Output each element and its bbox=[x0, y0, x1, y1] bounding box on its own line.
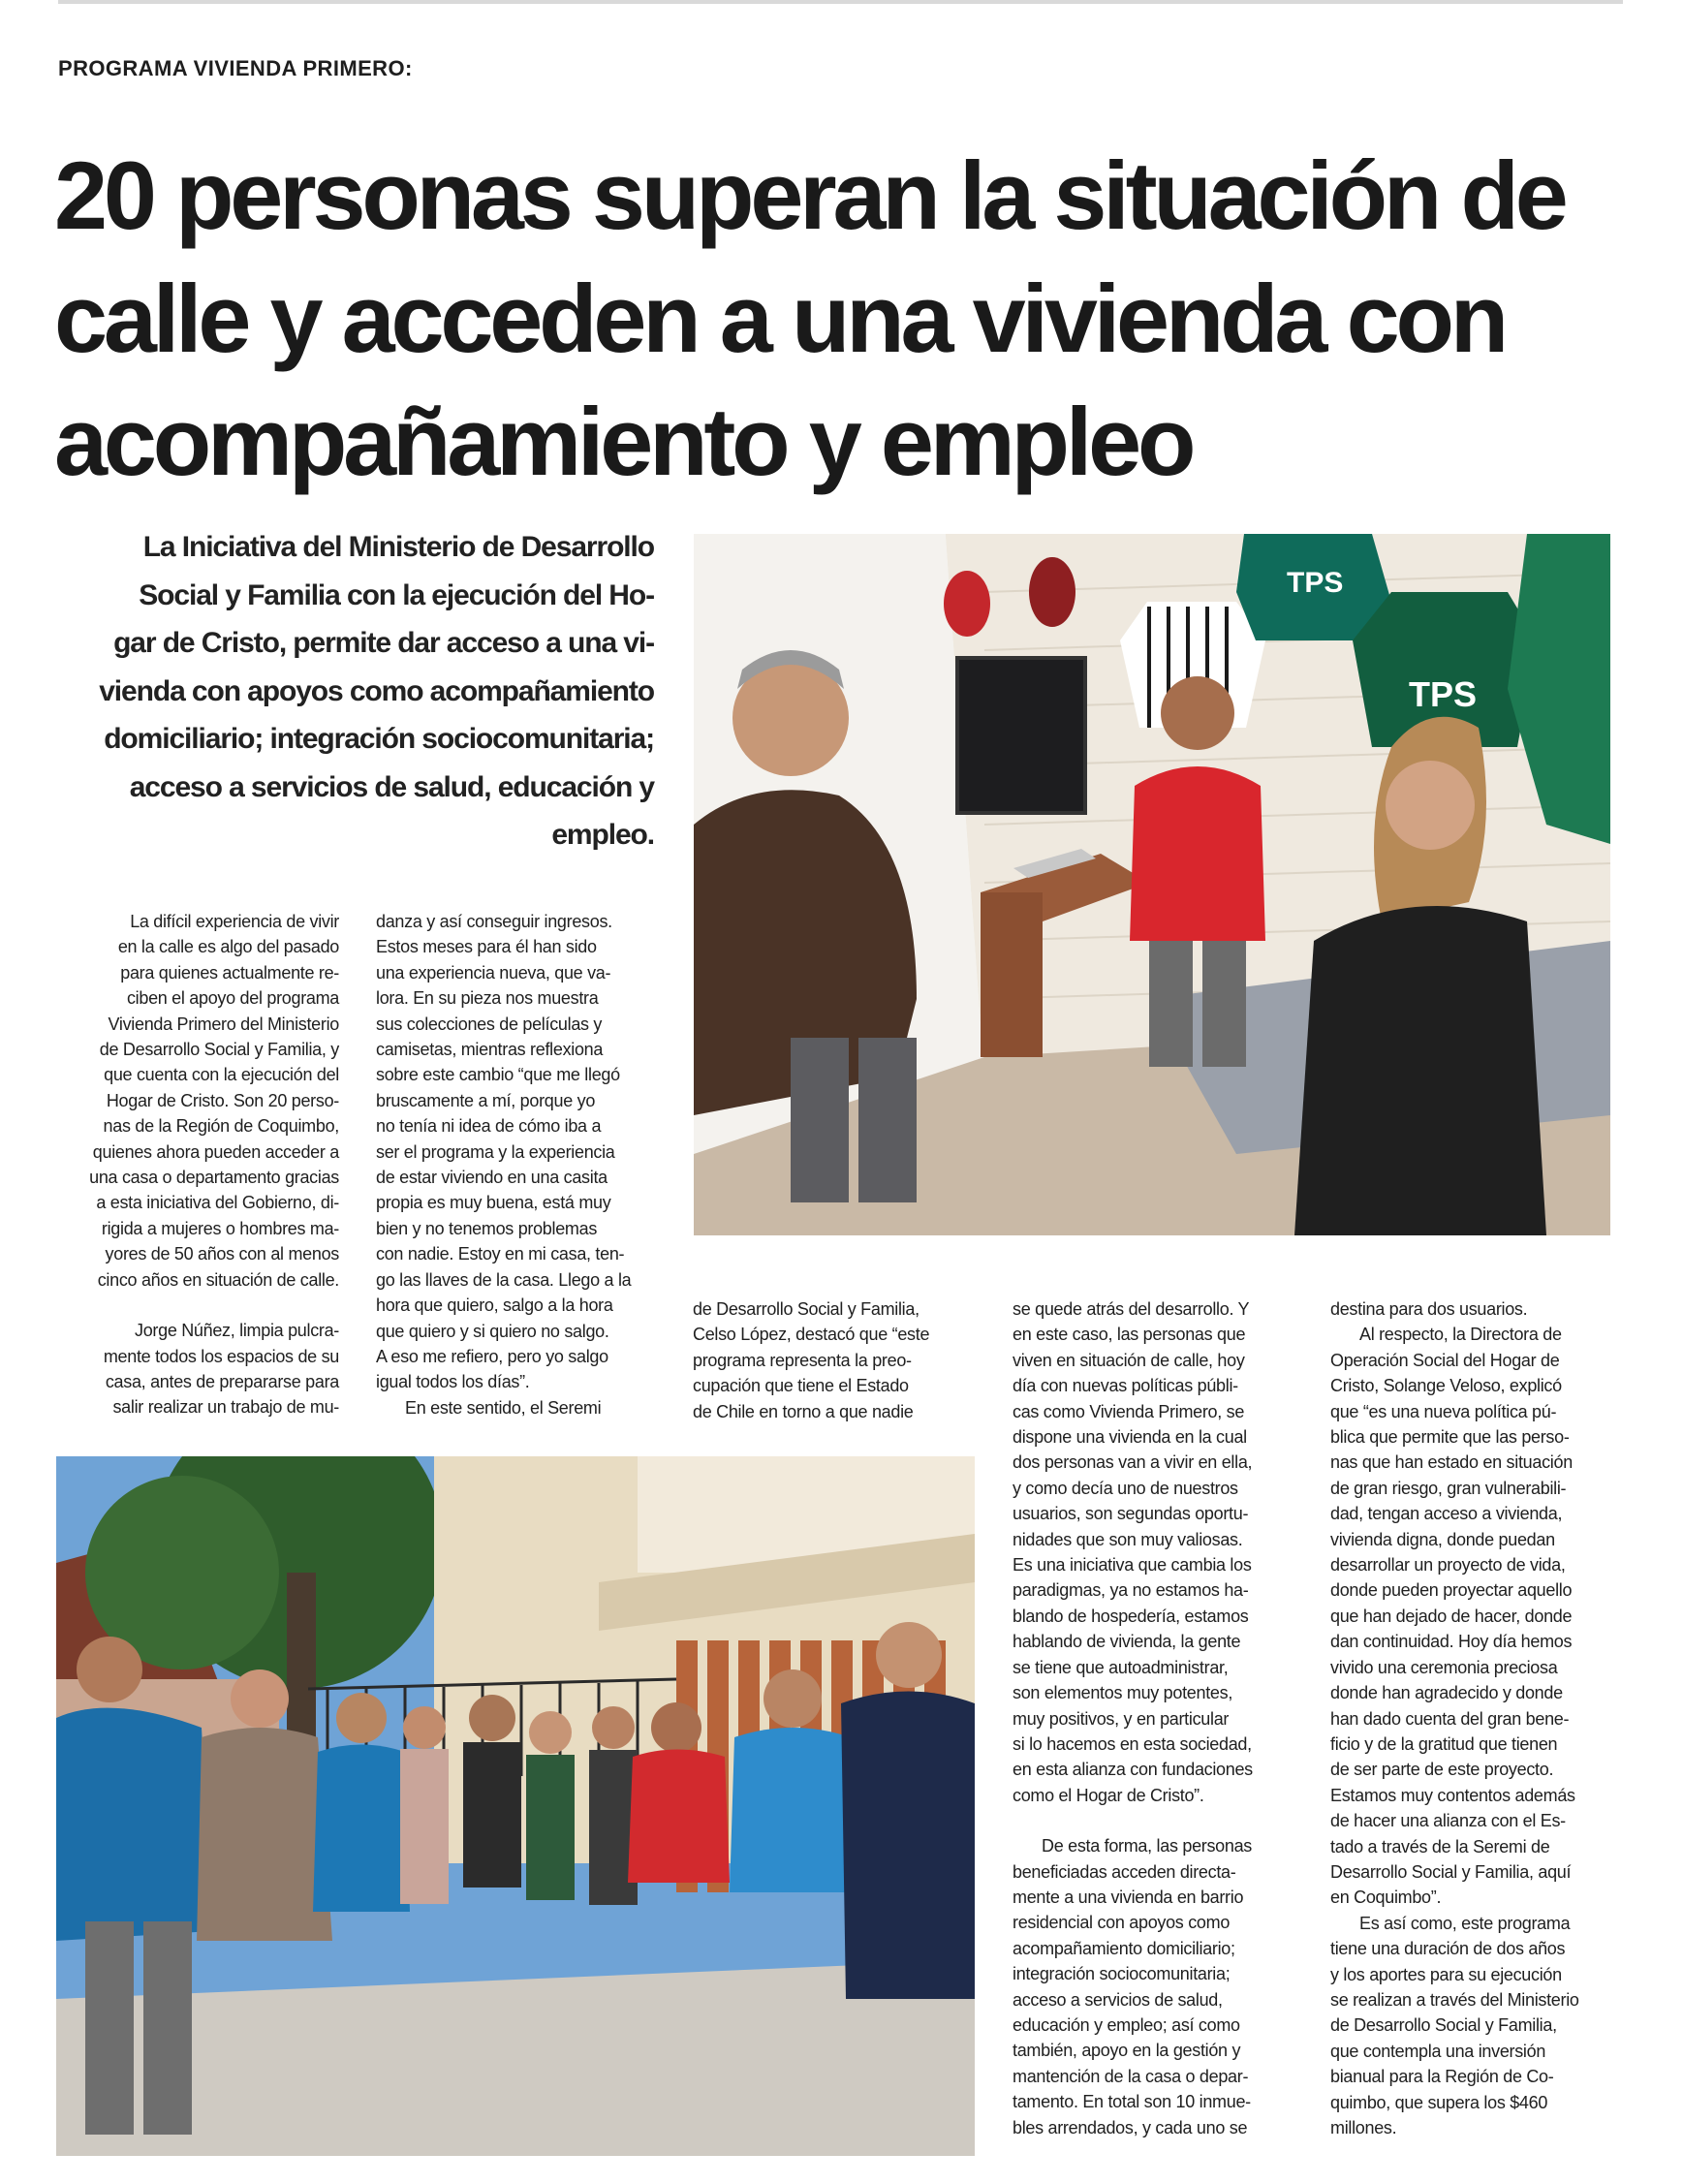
text-line: de estar viviendo en una casita bbox=[376, 1168, 608, 1188]
group-illustration bbox=[56, 1456, 975, 2156]
text-line: nas de la Región de Coquimbo, bbox=[103, 1116, 339, 1137]
text-line: mente todos los espacios de su bbox=[103, 1346, 339, 1366]
text-line: día con nuevas políticas públi- bbox=[1013, 1376, 1238, 1396]
text-line: rigida a mujeres o hombres ma- bbox=[101, 1218, 339, 1238]
text-line: La difícil experiencia de vivir bbox=[130, 912, 339, 931]
text-line: residencial con apoyos como bbox=[1013, 1913, 1231, 1933]
text-line: Es una iniciativa que cambia los bbox=[1013, 1555, 1252, 1576]
text-line: propia es muy buena, está muy bbox=[376, 1193, 611, 1213]
text-line: cinco años en situación de calle. bbox=[97, 1269, 339, 1290]
text-line: son elementos muy potentes, bbox=[1013, 1683, 1233, 1703]
text-line: dispone una vivienda en la cual bbox=[1013, 1427, 1247, 1448]
text-line: Vivienda Primero del Ministerio bbox=[108, 1014, 339, 1034]
text-line: de Desarrollo Social y Familia, bbox=[693, 1299, 919, 1319]
text-line: que cuenta con la ejecución del bbox=[104, 1065, 339, 1085]
text-line: desarrollar un proyecto de vida, bbox=[1330, 1555, 1566, 1576]
text-line: En este sentido, el Seremi bbox=[405, 1397, 602, 1418]
text-line: tamento. En total son 10 inmue- bbox=[1013, 2092, 1251, 2112]
text-line: han dado cuenta del gran bene- bbox=[1330, 1708, 1570, 1729]
photo-room-interior bbox=[694, 534, 1610, 1235]
text-line: se realizan a través del Ministerio bbox=[1330, 1989, 1579, 2010]
tv-screen-icon bbox=[957, 658, 1085, 813]
text-line: ciben el apoyo del programa bbox=[126, 988, 339, 1009]
text-line: Es así como, este programa bbox=[1359, 1913, 1571, 1933]
text-line: sobre este cambio “que me llegó bbox=[376, 1065, 620, 1085]
text-line: beneficiadas acceden directa- bbox=[1013, 1861, 1236, 1882]
text-line: Hogar de Cristo. Son 20 perso- bbox=[106, 1090, 339, 1110]
text-line: Operación Social del Hogar de bbox=[1330, 1350, 1560, 1370]
text-line: quimbo, que supera los $460 bbox=[1330, 2092, 1548, 2112]
text-line: tado a través de la Seremi de bbox=[1330, 1836, 1550, 1856]
text-line: usuarios, son segundas oportu- bbox=[1013, 1504, 1249, 1524]
text-line: ser el programa y la experiencia bbox=[376, 1141, 615, 1162]
deck-line: domiciliario; integración sociocomunitaria; bbox=[104, 723, 654, 755]
text-line: hablando de vivienda, la gente bbox=[1013, 1632, 1241, 1652]
text-line: cupación que tiene el Estado bbox=[693, 1376, 909, 1396]
text-line: mente a una vivienda en barrio bbox=[1013, 1887, 1244, 1907]
text-line: se quede atrás del desarrollo. Y bbox=[1013, 1299, 1250, 1319]
text-line: destina para dos usuarios. bbox=[1330, 1299, 1528, 1319]
text-line: donde pueden proyectar aquello bbox=[1330, 1580, 1573, 1601]
text-line: que quiero y si quiero no salgo. bbox=[376, 1321, 609, 1341]
text-line: Desarrollo Social y Familia, aquí bbox=[1330, 1861, 1572, 1882]
text-line: paradigmas, ya no estamos ha- bbox=[1013, 1580, 1249, 1601]
text-line: lora. En su pieza nos muestra bbox=[376, 988, 599, 1009]
text-line: muy positivos, y en particular bbox=[1013, 1708, 1230, 1729]
text-line: casa, antes de prepararse para bbox=[105, 1371, 339, 1391]
text-line: mantención de la casa o depar- bbox=[1013, 2066, 1249, 2086]
text-line: nidades que son muy valiosas. bbox=[1013, 1529, 1243, 1549]
text-line: programa representa la preo- bbox=[693, 1350, 912, 1370]
text-line: también, apoyo en la gestión y bbox=[1013, 2041, 1241, 2061]
text-line: en Coquimbo”. bbox=[1330, 1888, 1442, 1908]
text-line: camisetas, mientras reflexiona bbox=[376, 1040, 604, 1060]
headline bbox=[54, 134, 1605, 503]
body-column-2 bbox=[376, 909, 657, 1420]
jersey-text: TPS bbox=[1409, 674, 1478, 714]
text-line: bles arrendados, y cada uno se bbox=[1013, 2117, 1248, 2137]
paragraph-gap bbox=[1013, 1808, 1293, 1833]
text-line: que “es una nueva política pú- bbox=[1330, 1401, 1557, 1421]
text-line: igual todos los días”. bbox=[376, 1372, 530, 1392]
text-line: una casa o departamento gracias bbox=[89, 1168, 339, 1188]
text-line: bien y no tenemos problemas bbox=[376, 1218, 598, 1238]
headline-line: acompañamiento y empleo bbox=[54, 388, 1193, 495]
deck-line: La Iniciativa del Ministerio de Desarrollo bbox=[142, 531, 654, 563]
text-line: en la calle es algo del pasado bbox=[117, 937, 339, 957]
text-line: acompañamiento domiciliario; bbox=[1013, 1938, 1235, 1958]
text-line: de gran riesgo, gran vulnerabili- bbox=[1330, 1478, 1567, 1498]
text-line: Jorge Núñez, limpia pulcra- bbox=[135, 1321, 339, 1341]
text-line: si lo hacemos en esta sociedad, bbox=[1013, 1733, 1252, 1754]
text-line: quienes ahora pueden acceder a bbox=[92, 1141, 339, 1162]
section-kicker: PROGRAMA VIVIENDA PRIMERO: bbox=[58, 56, 413, 80]
text-line: integración sociocomunitaria; bbox=[1013, 1964, 1231, 1984]
text-line: blando de hospedería, estamos bbox=[1013, 1606, 1249, 1626]
headline-line: calle y acceden a una vivienda con bbox=[54, 265, 1505, 372]
text-line: viven en situación de calle, hoy bbox=[1013, 1350, 1245, 1370]
text-line: sus colecciones de películas y bbox=[376, 1014, 603, 1034]
paragraph-gap bbox=[58, 1293, 339, 1318]
text-line: dad, tengan acceso a vivienda, bbox=[1330, 1504, 1563, 1524]
photo-group-outdoors bbox=[56, 1456, 975, 2156]
text-line: de hacer una alianza con el Es- bbox=[1330, 1811, 1566, 1831]
text-line: y los aportes para su ejecución bbox=[1330, 1964, 1562, 1984]
text-line: en este caso, las personas que bbox=[1013, 1325, 1246, 1345]
deck-line: Social y Familia con la ejecución del Ho- bbox=[139, 578, 654, 611]
text-line: Estamos muy contentos además bbox=[1330, 1785, 1575, 1805]
text-line: vivienda digna, donde puedan bbox=[1330, 1529, 1555, 1549]
deck-line: acceso a servicios de salud, educación y bbox=[129, 770, 654, 803]
room-illustration bbox=[694, 534, 1610, 1235]
text-line: que contempla una inversión bbox=[1330, 2041, 1546, 2061]
text-line: dos personas van a vivir en ella, bbox=[1013, 1452, 1253, 1473]
text-line: A eso me refiero, pero yo salgo bbox=[376, 1346, 608, 1366]
text-line: una experiencia nueva, que va- bbox=[376, 962, 611, 983]
deck-line: vienda con apoyos como acompañamiento bbox=[99, 674, 654, 707]
text-line: de Desarrollo Social y Familia, y bbox=[99, 1040, 339, 1060]
text-line: a esta iniciativa del Gobierno, di- bbox=[96, 1193, 339, 1213]
text-line: Celso López, destacó que “este bbox=[693, 1325, 930, 1345]
text-line: blica que permite que las perso- bbox=[1330, 1427, 1570, 1448]
body-column-1 bbox=[58, 909, 339, 1420]
text-line: tiene una duración de dos años bbox=[1330, 1939, 1566, 1959]
headline-line: 20 personas superan la situación de bbox=[54, 141, 1565, 249]
text-line: danza y así conseguir ingresos. bbox=[376, 912, 612, 931]
dark-red-cap-icon bbox=[1029, 557, 1075, 627]
text-line: millones. bbox=[1330, 2118, 1397, 2137]
text-line: de ser parte de este proyecto. bbox=[1330, 1760, 1554, 1780]
body-column-5 bbox=[1330, 1296, 1611, 2140]
text-line: educación y empleo; así como bbox=[1013, 2014, 1240, 2035]
text-line: de Desarrollo Social y Familia, bbox=[1330, 2015, 1557, 2036]
text-line: con nadie. Estoy en mi casa, ten- bbox=[376, 1244, 625, 1264]
text-line: yores de 50 años con al menos bbox=[105, 1244, 339, 1264]
body-column-4 bbox=[1013, 1296, 1293, 2140]
text-line: en esta alianza con fundaciones bbox=[1013, 1760, 1253, 1780]
text-line: nas que han estado en situación bbox=[1330, 1452, 1573, 1473]
deck-line: empleo. bbox=[551, 819, 654, 851]
text-line: go las llaves de la casa. Llego a la bbox=[376, 1269, 632, 1290]
text-line: para quienes actualmente re- bbox=[120, 962, 339, 983]
top-rule bbox=[58, 0, 1623, 4]
red-cap-icon bbox=[944, 571, 990, 637]
text-line: Al respecto, la Directora de bbox=[1359, 1325, 1562, 1345]
text-line: y como decía uno de nuestros bbox=[1013, 1478, 1238, 1498]
text-line: vivido una ceremonia preciosa bbox=[1330, 1657, 1558, 1677]
text-line: bruscamente a mí, porque yo bbox=[376, 1090, 596, 1110]
text-line: que han dejado de hacer, donde bbox=[1330, 1606, 1573, 1626]
text-line: dan continuidad. Hoy día hemos bbox=[1330, 1632, 1573, 1652]
article-deck bbox=[58, 523, 654, 859]
text-line: Cristo, Solange Veloso, explicó bbox=[1330, 1376, 1562, 1396]
body-column-3 bbox=[693, 1296, 974, 1424]
text-line: cas como Vivienda Primero, se bbox=[1013, 1401, 1245, 1421]
jersey-text: TPS bbox=[1287, 567, 1344, 599]
deck-line: gar de Cristo, permite dar acceso a una vi- bbox=[113, 627, 654, 659]
text-line: como el Hogar de Cristo”. bbox=[1013, 1785, 1204, 1805]
text-line: salir realizar un trabajo de mu- bbox=[112, 1397, 339, 1418]
text-line: se tiene que autoadministrar, bbox=[1013, 1657, 1229, 1677]
text-line: Estos meses para él han sido bbox=[376, 937, 597, 957]
text-line: donde han agradecido y donde bbox=[1330, 1683, 1563, 1703]
text-line: De esta forma, las personas bbox=[1042, 1836, 1253, 1856]
text-line: no tenía ni idea de cómo iba a bbox=[376, 1116, 602, 1137]
text-line: bianual para la Región de Co- bbox=[1330, 2067, 1554, 2087]
text-line: acceso a servicios de salud, bbox=[1013, 1989, 1223, 2010]
text-line: hora que quiero, salgo a la hora bbox=[376, 1295, 613, 1316]
text-line: ficio y de la gratitud que tienen bbox=[1330, 1733, 1558, 1754]
text-line: de Chile en torno a que nadie bbox=[693, 1401, 914, 1421]
